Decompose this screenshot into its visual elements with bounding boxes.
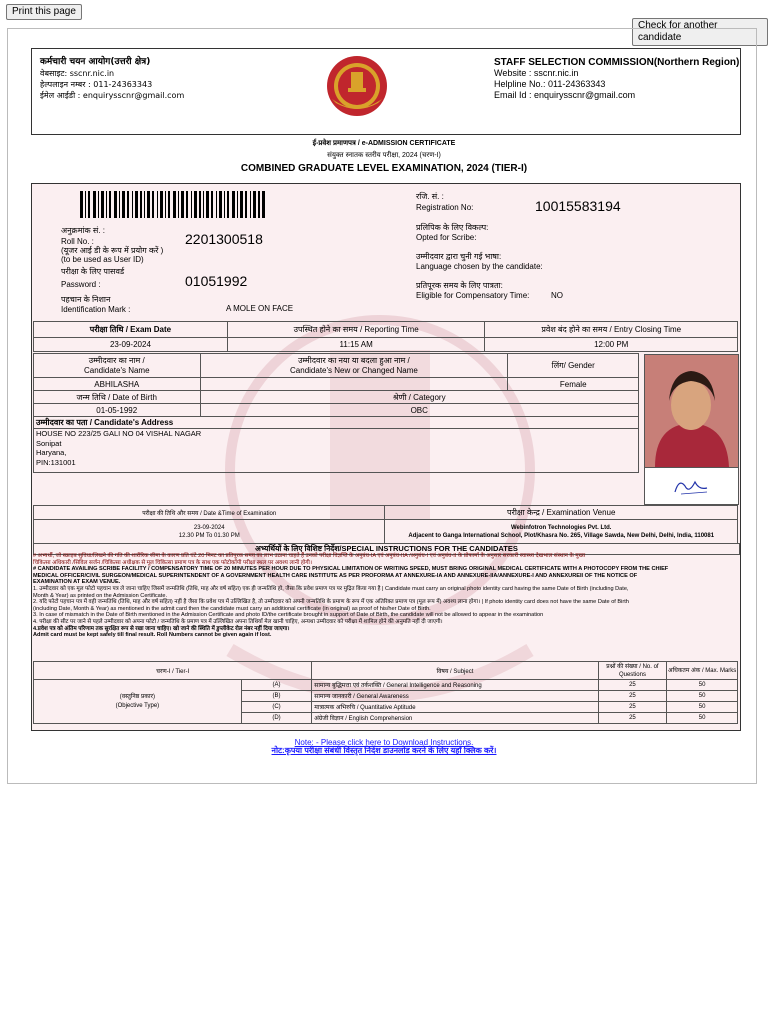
gender-label: लिंग/ Gender (508, 354, 639, 378)
barcode-icon (80, 191, 266, 218)
roll-note: (to be used as User ID) (61, 255, 144, 264)
address-line: Sonipat (36, 438, 62, 448)
instruction-line: # अभ्यर्थी, जो स्क्राइब सुविधा/लिखने की गति की शारीरिक सीमा के कारण प्रति घंटे 20 मिनट का प्रतिपूरक समय का लाभ उठाना चाहते हैं उनको परीक्षा विज्ञप्ति के अनुबंध-IA एवं अनुबंध-IIA /अनुबंध-I एवं अनुबंध-II के प्रोफार्मा के अनुसार सरकारी स्वास्थ्य देखभाल संस्थान के मुख्य (33, 553, 586, 559)
subject-questions: 25 (598, 691, 667, 702)
name-label-hi: उम्मीदवार का नाम / (88, 355, 145, 365)
venue-table (33, 505, 738, 544)
dob-label: जन्म तिथि / Date of Birth (34, 391, 201, 404)
subject-questions: 25 (598, 713, 667, 724)
instruction-line: चिकित्सा अधिकारी /सिविल सर्जन /चिकित्सा अधीक्षक से मूल चिकित्सा प्रमाण पत्र के साथ एक फोटोकॉपी परीक्षा स्थल पर अवश्य लानी होगी। (33, 559, 312, 566)
candidate-signature (644, 467, 739, 505)
category-label: श्रेणी / Category (200, 391, 639, 404)
subject-code: (C) (241, 702, 312, 713)
title-exam-hi: संयुक्त स्नातक स्तरीय परीक्षा, 2024 (चरण-I) (327, 152, 441, 159)
venue-cell (385, 520, 738, 544)
instruction-line: (including Date, Month & Year) as mentioned in the admit card then the candidate must carry an additional certificate (in original) as proof of his/her Date of Birth. (33, 605, 431, 612)
roll-note-hi: (यूजर आई डी के रूप में प्रयोग करें ) (61, 246, 164, 255)
category-value: OBC (200, 404, 639, 417)
header-email-hi: ईमेल आईडी : enquirysscnr@gmail.com (40, 91, 185, 100)
subject-header: विषय / Subject (312, 662, 598, 680)
new-name-label: Candidate's New or Changed Name (290, 365, 418, 375)
password-label: Password : (61, 280, 101, 289)
instruction-line: 2. यदि फोटो पहचान पत्र में वही जन्मतिथि (तिथि, माह और वर्ष सहित) नहीं है जैसा कि प्रवेश पत्र में उल्लिखित है, तो उम्मीदवार को अपनी जन्मतिथि के प्रमाण के रूप में एक अतिरिक्त प्रमाण पत्र (मूल रूप में) अवश्य लाना होगा। | If photo identity card does not have the same Date of Birth (33, 599, 629, 606)
subject-marks: 50 (667, 691, 738, 702)
language-label: Language chosen by the candidate: (416, 262, 543, 271)
subject-name: सामान्य जानकारी / General Awareness (312, 691, 598, 702)
print-button[interactable]: Print this page (6, 4, 82, 20)
header-helpline: Helpline No.: 011-24363343 (494, 79, 606, 89)
subject-marks: 50 (667, 702, 738, 713)
candidate-photo-icon (645, 355, 738, 467)
subject-name: मात्रात्मक अभिरुचि / Quantitative Aptitude (312, 702, 598, 713)
instruction-line: 1. उम्मीदवार को एक मूल फोटो पहचान पत्र ले जाना चाहिए जिसमें जन्मतिथि (तिथि, माह और वर्ष सहित) एक ही जन्मतिथि हो, जैसा कि प्रवेश प्रमाण पत्र पर मुद्रित किया गया है | Candidate must carry an original photo identity card having the same Date of Birth (including Date, (33, 585, 629, 592)
scribe-label: Opted for Scribe: (416, 233, 477, 242)
instruction-line: 4.प्रवेश पत्र को अंतिम परिणाम तक सुरक्षित रूप से रखा जाना चाहिए। खो जाने की स्थिति में डुप्लीकेट रोल नंबर नहीं दिया जाएगा। (33, 625, 290, 632)
instructions-heading: अभ्यर्थियों के लिए विशिष्ट निर्देश/SPECIAL INSTRUCTIONS FOR THE CANDIDATES (33, 543, 740, 555)
exam-datetime-cell (34, 520, 385, 544)
candidate-photo (644, 354, 739, 468)
gender-value: Female (508, 378, 639, 391)
commission-header (31, 48, 741, 135)
instruction-line: # CANDIDATE AVAILING SCRIBE FACILITY / COMPENSATORY TIME OF 20 MINUTES PER HOUR DUE TO PHYSICAL LIMITATION OF WRITING SPEED, MUST BRING ORIGINAL MEDICAL CERTIFICATE WITH A PHOTOCOPY FROM THE CHIEF (33, 566, 669, 573)
entry-closing-time: 12:00 PM (485, 338, 738, 352)
tier-header: चरण-I / Tier-I (34, 662, 312, 680)
new-name-label-cell (200, 354, 508, 378)
subject-name: सामान्य बुद्धिमत्ता एवं तर्कशक्ति / General Intelligence and Reasoning (312, 680, 598, 691)
venue-name: Webinfotron Technologies Pvt. Ltd. (511, 524, 612, 531)
ssc-emblem-icon (326, 55, 388, 117)
instruction-line: Admit card must be kept safely till final result. Roll Numbers cannot be given again if lost. (33, 632, 272, 639)
address-label: उम्मीदवार का पता / Candidate's Address (34, 417, 639, 429)
reporting-time-header: उपस्थित होने का समय / Reporting Time (227, 322, 485, 338)
header-helpline-hi: हेल्पलाइन नम्बर : 011-24363343 (40, 80, 153, 89)
subject-questions: 25 (598, 680, 667, 691)
ident-label-hi: पहचान के निशान (61, 295, 111, 304)
exam-datetime-label: परीक्षा की तिथि और समय / Date &Time of Examination (34, 506, 385, 520)
header-right (494, 57, 739, 101)
entry-closing-header: प्रवेश बंद होने का समय / Entry Closing Time (485, 322, 738, 338)
header-left (40, 57, 184, 101)
address-line: Haryana, (36, 448, 67, 457)
password-label-hi: परीक्षा के लिए पासवर्ड (61, 267, 125, 276)
subject-questions: 25 (598, 702, 667, 713)
exam-datetime-date: 23-09-2024 (193, 524, 225, 531)
compensatory-value: NO (551, 291, 563, 300)
schedule-table (33, 321, 738, 352)
questions-header: प्रश्नों की संख्या / No. of Questions (598, 662, 667, 680)
new-name-label-hi: उम्मीदवार का नया या बदला हुआ नाम / (298, 355, 410, 365)
compensatory-label-hi: प्रतिपूरक समय के लिए पात्रता: (416, 281, 503, 290)
objective-type: (Objective Type) (115, 702, 160, 709)
header-website-hi: वेबसाइट: sscnr.nic.in (40, 69, 115, 78)
reg-label: Registration No: (416, 203, 474, 212)
subject-code: (A) (241, 680, 312, 691)
candidate-name: ABHILASHA (34, 378, 201, 391)
title-admission: ई-प्रवेश प्रमाणपत्र / e-ADMISSION CERTIFICATE (312, 140, 456, 147)
signature-icon (645, 468, 738, 504)
compensatory-label: Eligible for Compensatory Time: (416, 291, 530, 300)
objective-type-cell (34, 680, 242, 724)
objective-type-hi: (वस्तुनिष्ठ प्रकार) (119, 693, 155, 700)
header-email: Email Id : enquirysscnr@gmail.com (494, 90, 636, 100)
reporting-time: 11:15 AM (227, 338, 485, 352)
subjects-table (33, 661, 738, 724)
subject-code: (D) (241, 713, 312, 724)
instructions-body (33, 553, 737, 639)
address-line: HOUSE NO 223/25 GALI NO 04 VISHAL NAGAR (36, 429, 202, 438)
details-table (33, 353, 639, 473)
subject-marks: 50 (667, 713, 738, 724)
instruction-line: MEDICAL OFFICER/CIVIL SURGEON/MEDICAL SUPERINTENDENT OF A GOVERNMENT HEALTH CARE INSTITUTE AS PER PROFORMA AT ANNEXURE-IA AND ANNEXURE-IIA/ANNEXURE-I AND ANNEXUREII OF THE NOTICE OF (33, 572, 638, 579)
password-value: 01051992 (185, 273, 248, 289)
title-exam: COMBINED GRADUATE LEVEL EXAMINATION, 2024 (TIER-I) (240, 163, 528, 174)
address-line: PIN:131001 (36, 457, 76, 467)
download-instructions-link-hi[interactable]: नोट:कृपया परीक्षा संबंधी विस्तृत निर्देश डाउनलोड करने के लिए यहाँ क्लिक करें। (271, 746, 497, 755)
instruction-line: EXAMINATION AT EXAM VENUE. (33, 579, 121, 586)
registration-number: 10015583194 (535, 198, 621, 214)
roll-number: 2201300518 (185, 231, 263, 247)
marks-header: अधिकतम अंक / Max. Marks (667, 662, 738, 680)
address-cell (34, 429, 639, 473)
download-instructions-link[interactable]: Note: - Please click here to Download Instructions. (294, 738, 474, 747)
language-label-hi: उम्मीदवार द्वारा चुनी गई भाषा: (416, 252, 502, 261)
ident-label: Identification Mark : (61, 305, 131, 314)
venue-address: Adjacent to Ganga International School, Plot/Khasra No. 265, Village Sawda, New Delhi, Delhi, India, 110081 (408, 532, 715, 539)
header-title: STAFF SELECTION COMMISSION(Northern Region) (494, 57, 740, 68)
roll-label-hi: अनुक्रमांक सं. : (61, 226, 105, 235)
header-title-hi: कर्मचारी चयन आयोग(उत्तरी क्षेत्र) (40, 57, 151, 67)
exam-date-header: परीक्षा तिथि / Exam Date (34, 322, 228, 338)
name-label-cell (34, 354, 201, 378)
header-website: Website : sscnr.nic.in (494, 68, 579, 78)
subject-name: अंग्रेजी विज्ञान / English Comprehension (312, 713, 598, 724)
ident-value: A MOLE ON FACE (226, 304, 294, 313)
instruction-line: 4. परीक्षा की सीट पर जाने से पहले उम्मीदवार को अपना फोटो / जन्मतिथि के प्रमाण पत्र में उल्लिखित अपना तिथियाँ मेल खानी चाहिए, अन्यथा उम्मीदवार को परीक्षा में शामिल होने की अनुमति नहीं दी जाएगी। (33, 618, 443, 625)
exam-datetime-time: 12.30 PM To 01.30 PM (178, 532, 240, 539)
subject-marks: 50 (667, 680, 738, 691)
venue-label: परीक्षा केन्द्र / Examination Venue (385, 506, 738, 520)
instruction-line: Month & Year) as printed on the Admission Certificate. (33, 592, 168, 599)
exam-date: 23-09-2024 (34, 338, 228, 352)
subject-code: (B) (241, 691, 312, 702)
candidate-new-name (200, 378, 508, 391)
roll-label: Roll No. : (61, 237, 94, 246)
reg-label-hi: रजि. सं. : (416, 192, 444, 201)
instruction-line: 3. In case of mismatch in the Date of Birth mentioned in the Admission Certificate and photo ID/the certificate brought in support of Date of Birth, the candidate will not be allowed to appear in the examination (33, 612, 544, 619)
scribe-label-hi: प्रलिपिक के लिए विकल्प: (416, 223, 489, 232)
dob-value: 01-05-1992 (34, 404, 201, 417)
check-another-button[interactable]: Check for another candidate (632, 18, 768, 46)
name-label: Candidate's Name (83, 365, 150, 375)
